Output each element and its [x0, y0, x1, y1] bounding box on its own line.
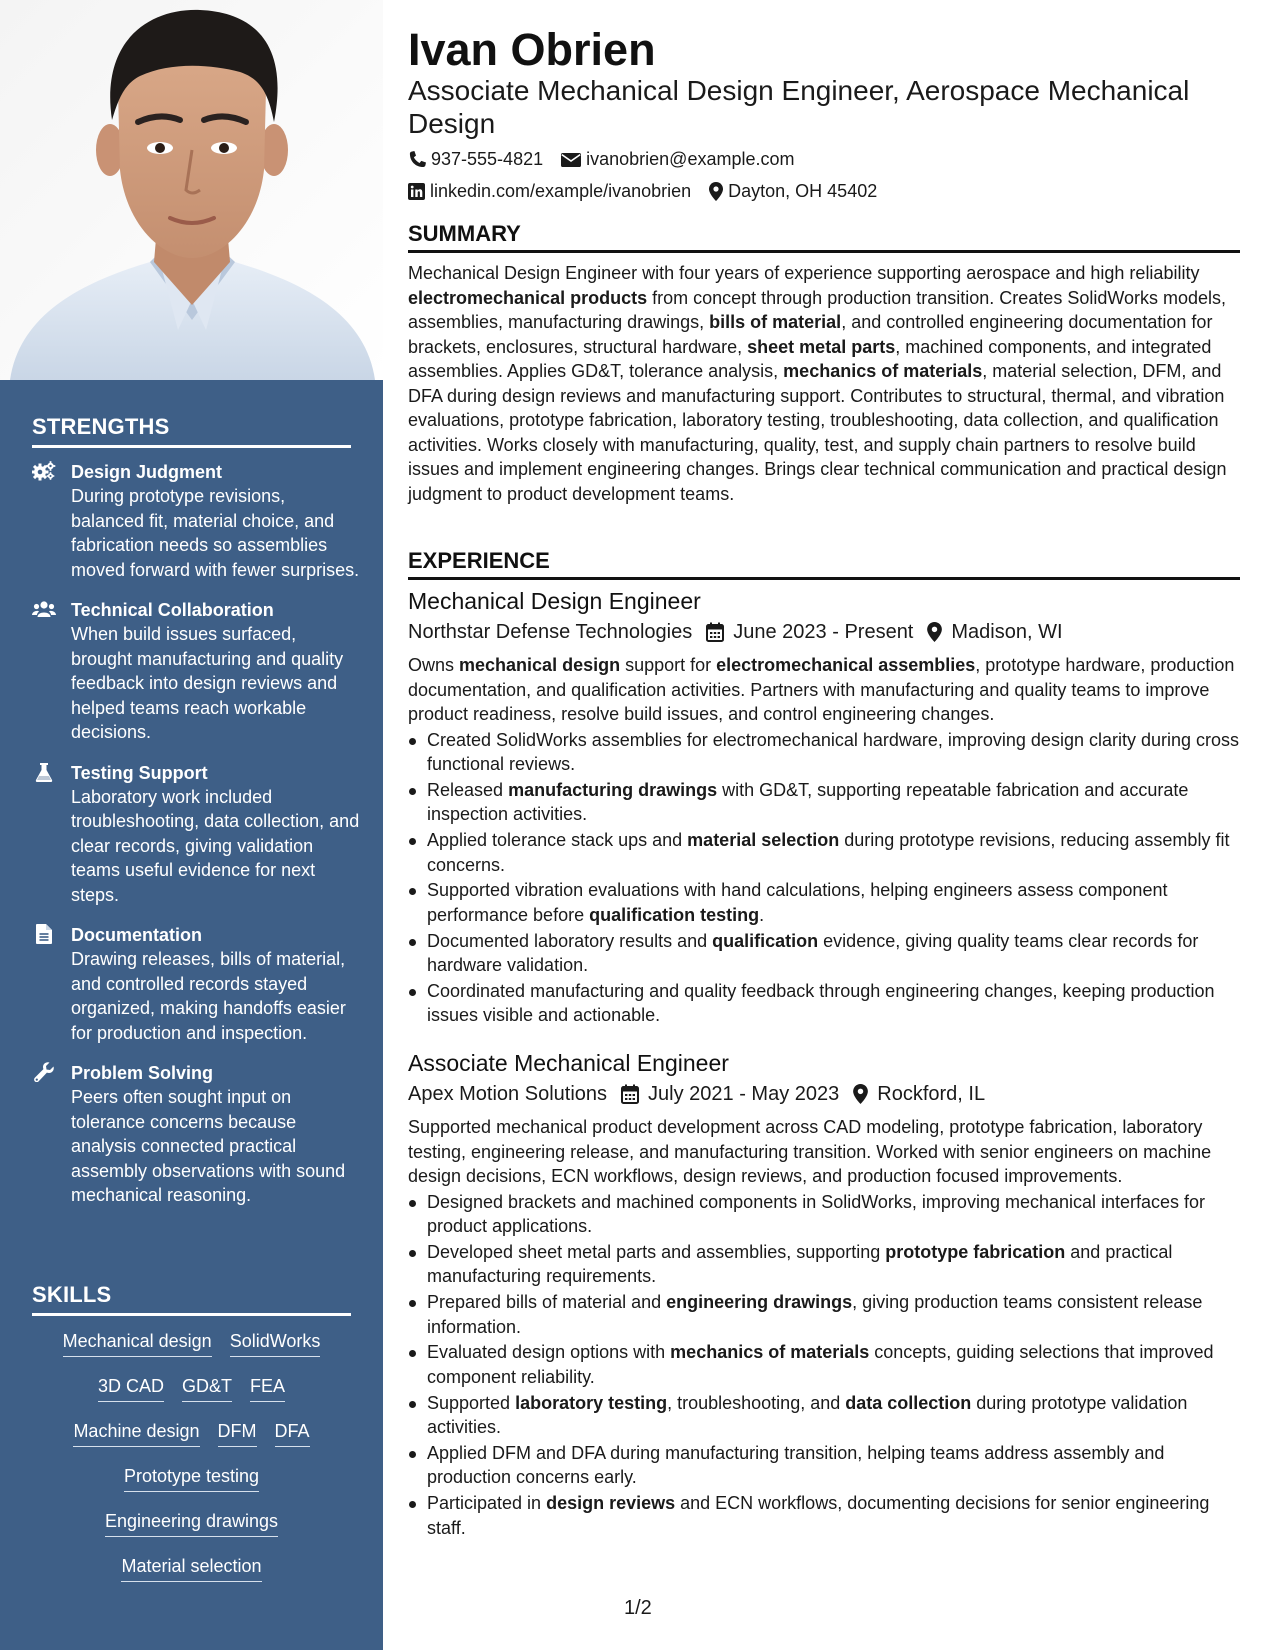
- skill-tag: Material selection: [121, 1555, 261, 1582]
- map-pin-icon: [709, 182, 728, 201]
- strength-title: Problem Solving: [71, 1063, 214, 1083]
- bold-phrase: mechanics of materials: [670, 1342, 870, 1363]
- contact-row: [408, 181, 895, 202]
- job-title: Mechanical Design Engineer: [408, 588, 701, 614]
- job-meta: [408, 619, 1240, 645]
- job-bullet: Participated in design reviews and ECN workflows, documenting decisions for senior engineering staff.: [408, 1491, 1240, 1540]
- bold-phrase: data collection: [845, 1392, 972, 1413]
- strength-item: [32, 923, 362, 1045]
- bold-phrase: material selection: [687, 830, 840, 851]
- summary-text: Mechanical Design Engineer with four years of experience supporting aerospace and high reliability electromechanical products from concept through production transition. Creates SolidWorks models, assemblies, manufacturing drawings, bills of material, and controlled engineering documentation for brackets, enclosures, structural hardware, sheet metal parts, machined components, and integrated assemblies. Applies GD&T, tolerance analysis, mechanics of materials, material selection, DFM, and DFA during design reviews and manufacturing support. Contributes to structural, thermal, and vibration evaluations, prototype fabrication, laboratory testing, troubleshooting, data collection, and qualification activities. Works closely with manufacturing, quality, test, and supply chain partners to resolve build issues and implement engineering changes. Brings clear technical communication and practical design judgment to product development teams.: [408, 263, 1227, 504]
- job-bullet: Applied DFM and DFA during manufacturing transition, helping teams address assembly and production concerns early.: [408, 1441, 1240, 1490]
- strength-title: Technical Collaboration: [71, 600, 274, 620]
- bold-phrase: mechanical design: [459, 655, 621, 675]
- wrench-icon: [32, 1062, 56, 1082]
- bold-phrase: sheet metal parts: [747, 336, 896, 357]
- skill-row: [32, 1465, 351, 1510]
- experience-heading: EXPERIENCE: [408, 548, 1240, 580]
- envelope-icon: [561, 152, 586, 168]
- job-bullet: Evaluated design options with mechanics of materials concepts, guiding selections that improved component reliability.: [408, 1340, 1240, 1389]
- flask-icon: [32, 762, 56, 782]
- bold-phrase: mechanics of materials: [783, 361, 983, 381]
- strength-text: Drawing releases, bills of material, and controlled records stayed organized, making handoffs easier for production and inspection.: [71, 949, 346, 1043]
- job-bullets: [408, 728, 1240, 1028]
- skill-tag: Engineering drawings: [105, 1510, 278, 1537]
- skill-row: [32, 1510, 351, 1555]
- job-bullet: Applied tolerance stack ups and material selection during prototype revisions, reducing assembly fit concerns.: [408, 828, 1240, 877]
- strength-item: [32, 1061, 362, 1208]
- page-number: 1/2: [624, 1597, 652, 1619]
- linkedin-icon: [408, 183, 430, 200]
- job-bullet: Supported laboratory testing, troubleshooting, and data collection during prototype validation activities.: [408, 1391, 1240, 1440]
- strength-item: [32, 761, 362, 908]
- job-entry: [408, 1049, 1240, 1542]
- skill-tag: GD&T: [182, 1375, 232, 1402]
- job-dates: July 2021 - May 2023: [648, 1083, 840, 1105]
- gears-icon: [32, 461, 56, 481]
- strength-title: Documentation: [71, 925, 203, 945]
- strength-title: Design Judgment: [71, 462, 223, 482]
- job-bullet: Created SolidWorks assemblies for electromechanical hardware, improving design clarity during cross functional reviews.: [408, 728, 1240, 777]
- company-name: Apex Motion Solutions: [408, 1083, 608, 1105]
- skill-row: [32, 1330, 351, 1375]
- job-bullet: Released manufacturing drawings with GD&T, supporting repeatable fabrication and accurate inspection activities.: [408, 778, 1240, 827]
- bold-phrase: design reviews: [546, 1493, 676, 1514]
- job-location-item: [927, 619, 1062, 645]
- strengths-heading: STRENGTHS: [32, 414, 351, 448]
- skill-tag: 3D CAD: [98, 1375, 164, 1402]
- calendar-icon: [621, 1084, 648, 1104]
- candidate-name: Ivan Obrien: [408, 24, 656, 75]
- summary-heading: SUMMARY: [408, 221, 1240, 253]
- bold-phrase: qualification testing: [589, 904, 760, 925]
- skill-row: [32, 1420, 351, 1465]
- location-item: [709, 181, 877, 202]
- document-icon: [32, 924, 56, 944]
- bold-phrase: prototype fabrication: [885, 1241, 1066, 1262]
- job-location: Madison, WI: [951, 621, 1063, 643]
- bold-phrase: laboratory testing: [515, 1392, 668, 1413]
- calendar-icon: [706, 622, 733, 642]
- phone-number[interactable]: 937-555-4821: [431, 149, 544, 169]
- skill-row: [32, 1555, 351, 1600]
- job-description: Owns mechanical design support for electromechanical assemblies, prototype hardware, production documentation, and qualification activities. Partners with manufacturing and quality teams to improve product readiness, resolve build issues, and control engineering changes.: [408, 655, 1235, 724]
- job-entry: [408, 587, 1240, 1029]
- skill-tag: SolidWorks: [230, 1330, 321, 1357]
- job-bullet: Prepared bills of material and engineering drawings, giving production teams consistent release information.: [408, 1290, 1240, 1339]
- company-name: Northstar Defense Technologies: [408, 621, 693, 643]
- skill-tag: FEA: [250, 1375, 285, 1402]
- bold-phrase: manufacturing drawings: [508, 779, 718, 800]
- skills-heading: SKILLS: [32, 1282, 351, 1316]
- job-description: Supported mechanical product development across CAD modeling, prototype fabrication, laboratory testing, engineering release, and manufacturing transition. Worked with senior engineers on machine design decisions, ECN workflows, design reviews, and production focused improvements.: [408, 1117, 1212, 1186]
- job-bullet: Documented laboratory results and qualification evidence, giving quality teams clear records for hardware validation.: [408, 929, 1240, 978]
- skill-tag: Machine design: [73, 1420, 199, 1447]
- phone-item: [408, 149, 543, 170]
- job-location-item: [853, 1081, 985, 1107]
- candidate-title: Associate Mechanical Design Engineer, Aerospace Mechanical Design: [408, 75, 1190, 139]
- job-bullet: Coordinated manufacturing and quality feedback through engineering changes, keeping production issues visible and actionable.: [408, 979, 1240, 1028]
- bold-phrase: bills of material: [709, 312, 842, 332]
- skill-row: [32, 1375, 351, 1420]
- strength-text: During prototype revisions, balanced fit, material choice, and fabrication needs so assemblies moved forward with fewer surprises.: [71, 486, 360, 580]
- job-title: Associate Mechanical Engineer: [408, 1050, 729, 1076]
- skill-tag: DFA: [275, 1420, 310, 1447]
- email-address[interactable]: ivanobrien@example.com: [586, 149, 795, 169]
- strength-item: [32, 460, 362, 582]
- dates-item: [621, 1081, 839, 1107]
- users-icon: [32, 599, 56, 619]
- bold-phrase: engineering drawings: [666, 1292, 853, 1313]
- strength-text: Laboratory work included troubleshooting, data collection, and clear records, giving validation teams useful evidence for next steps.: [71, 786, 360, 905]
- bold-phrase: qualification: [712, 930, 819, 951]
- strengths-list: [32, 460, 362, 1224]
- job-bullets: [408, 1190, 1240, 1541]
- profile-photo: [0, 0, 383, 380]
- company-item: [408, 619, 692, 645]
- strength-item: [32, 598, 362, 745]
- location-text: Dayton, OH 45402: [728, 181, 878, 201]
- job-meta: [408, 1081, 1240, 1107]
- map-pin-icon: [853, 1084, 877, 1104]
- linkedin-url[interactable]: linkedin.com/example/ivanobrien: [430, 181, 692, 201]
- skills-list: [32, 1330, 351, 1600]
- job-bullet: Developed sheet metal parts and assemblies, supporting prototype fabrication and practical manufacturing requirements.: [408, 1240, 1240, 1289]
- skill-tag: Prototype testing: [124, 1465, 259, 1492]
- job-dates: June 2023 - Present: [733, 621, 914, 643]
- sidebar: [0, 0, 383, 1650]
- strength-text: When build issues surfaced, brought manufacturing and quality feedback into design reviews and helped teams reach workable decisions.: [71, 624, 344, 742]
- email-item: [561, 149, 794, 170]
- job-bullet: Supported vibration evaluations with hand calculations, helping engineers assess component performance before qualification testing.: [408, 878, 1240, 927]
- job-location: Rockford, IL: [877, 1083, 986, 1105]
- map-pin-icon: [927, 622, 951, 642]
- dates-item: [706, 619, 913, 645]
- job-bullet: Designed brackets and machined components in SolidWorks, improving mechanical interfaces for product applications.: [408, 1190, 1240, 1239]
- phone-icon: [408, 151, 431, 169]
- skill-tag: DFM: [218, 1420, 257, 1447]
- strength-text: Peers often sought input on tolerance concerns because analysis connected practical assembly observations with sound mechanical reasoning.: [71, 1087, 346, 1205]
- skill-tag: Mechanical design: [63, 1330, 212, 1357]
- bold-phrase: electromechanical assemblies: [716, 655, 976, 675]
- strength-title: Testing Support: [71, 762, 208, 783]
- contact-row: [408, 149, 812, 170]
- linkedin-item: [408, 181, 691, 202]
- bold-phrase: electromechanical products: [408, 287, 648, 308]
- company-item: [408, 1081, 607, 1107]
